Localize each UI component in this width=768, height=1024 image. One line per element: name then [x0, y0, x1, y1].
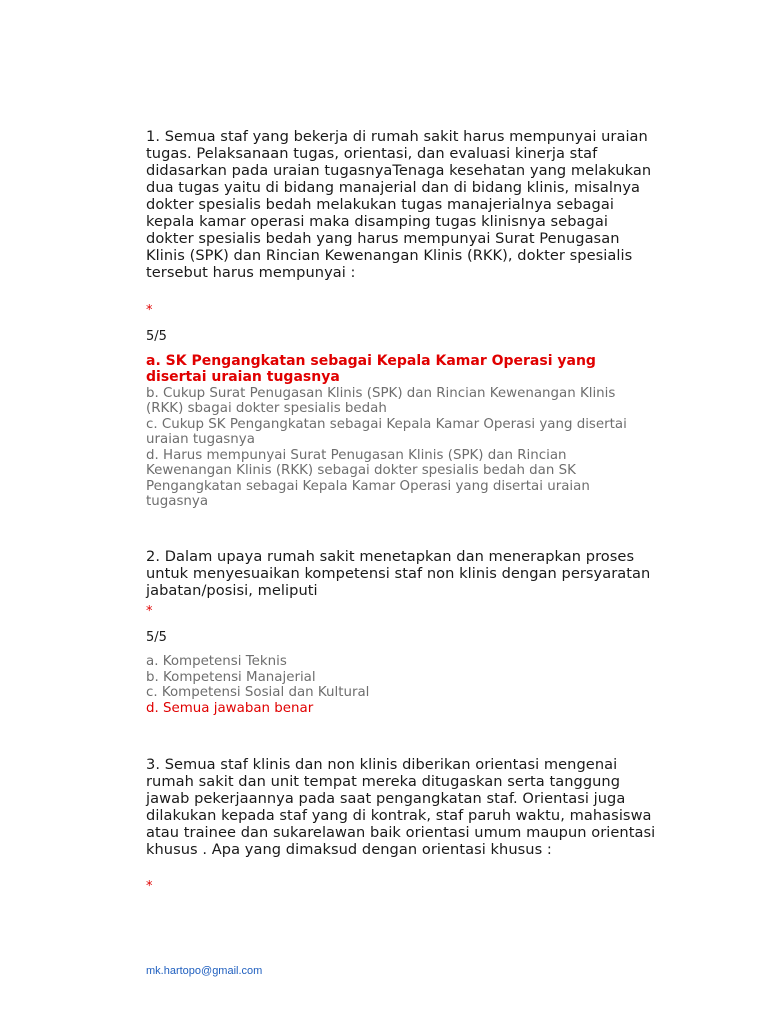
question-1-option-b: b. Cukup Surat Penugasan Klinis (SPK) dan Rincian Kewenangan Klinis (RKK) sbagai dokter spesialis bedah	[146, 385, 616, 417]
question-1-required-mark: *	[146, 303, 153, 318]
question-1-option-d: d. Harus mempunyai Surat Penugasan Klinis (SPK) dan Rincian Kewenangan Klinis (RKK) sebagai dokter spesialis bedah dan SK Pengangkatan sebagai Kepala Kamar Operasi yang disertai uraian tugasnya	[146, 447, 590, 510]
question-2-score: 5/5	[146, 630, 167, 645]
question-1-options	[146, 354, 646, 510]
question-2-option-c: c. Kompetensi Sosial dan Kultural	[146, 685, 370, 700]
question-1-option-c: c. Cukup SK Pengangkatan sebagai Kepala Kamar Operasi yang disertai uraian tugasnya	[146, 416, 627, 448]
question-2-required-mark: *	[146, 604, 153, 619]
footer-email-link[interactable]: mk.hartopo@gmail.com	[146, 965, 263, 977]
question-1-option-a: a. SK Pengangkatan sebagai Kepala Kamar Operasi yang disertai uraian tugasnya	[146, 353, 596, 385]
question-2-option-d: d. Semua jawaban benar	[146, 700, 314, 716]
question-1-text: 1. Semua staf yang bekerja di rumah sakit harus mempunyai uraian tugas. Pelaksanaan tugas, orientasi, dan evaluasi kinerja staf didasarkan pada uraian tugasnyaTenaga kesehatan yang melakukan dua tugas yaitu di bidang manajerial dan di bidang klinis, misalnya dokter spesialis bedah melakukan tugas manajerialnya sebagai kepala kamar operasi maka disamping tugas klinisnya sebagai dokter spesialis bedah yang harus mempunyai Surat Penugasan Klinis (SPK) dan Rincian Kewenangan Klinis (RKK), dokter spesialis tersebut harus mempunyai :	[146, 128, 652, 281]
question-1-score: 5/5	[146, 329, 167, 344]
question-2-option-b: b. Kompetensi Manajerial	[146, 669, 316, 685]
question-3-required-mark: *	[146, 879, 153, 894]
question-3-text: 3. Semua staf klinis dan non klinis diberikan orientasi mengenai rumah sakit dan unit tempat mereka ditugaskan serta tanggung jawab pekerjaannya pada saat pengangkatan staf. Orientasi juga dilakukan kepada staf yang di kontrak, staf paruh waktu, mahasiswa atau trainee dan sukarelawan baik orientasi umum maupun orientasi khusus . Apa yang dimaksud dengan orientasi khusus :	[146, 756, 656, 858]
question-2-text: 2. Dalam upaya rumah sakit menetapkan dan menerapkan proses untuk menyesuaikan kompetensi staf non klinis dengan persyaratan jabatan/posisi, meliputi	[146, 548, 651, 599]
question-2-option-a: a. Kompetensi Teknis	[146, 654, 287, 669]
question-2-options	[146, 654, 646, 716]
